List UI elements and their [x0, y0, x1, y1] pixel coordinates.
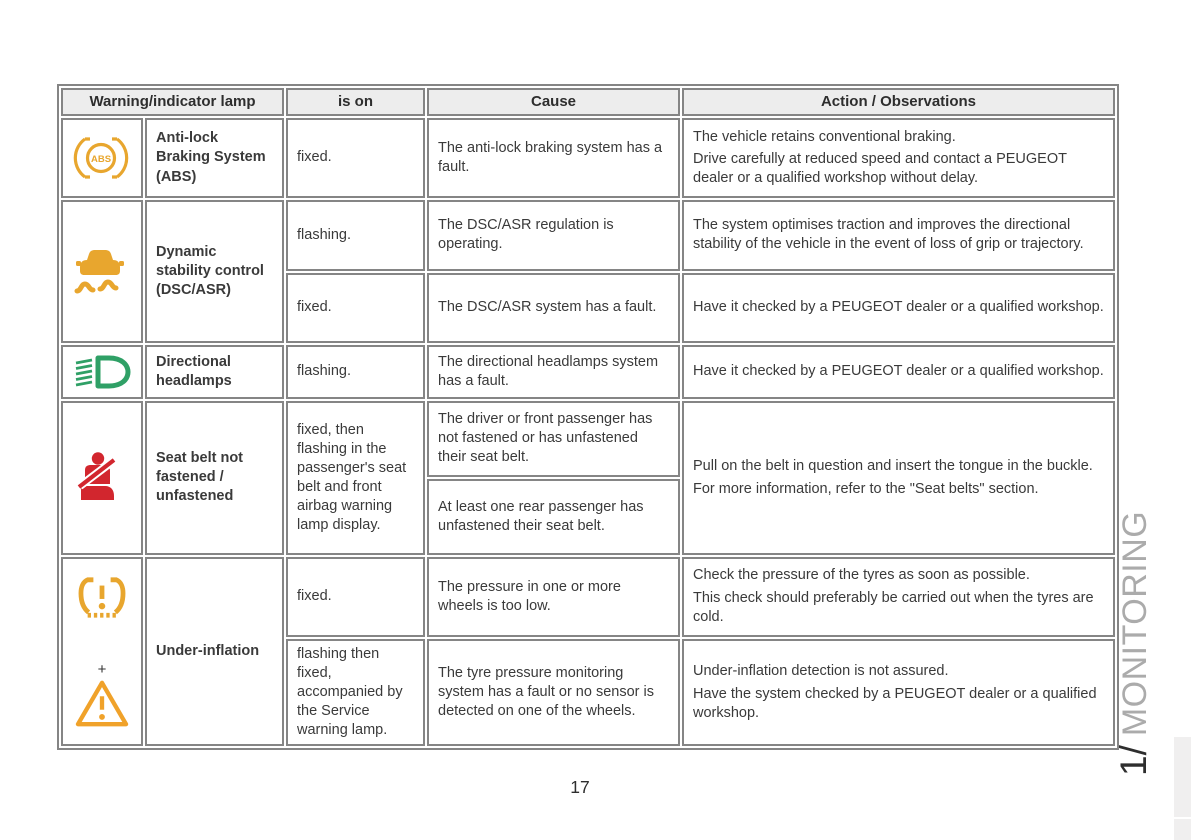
- action-paragraph: For more information, refer to the "Seat belts" section.: [693, 480, 1039, 497]
- lamp-name: Anti-lock Braking System (ABS): [145, 118, 284, 198]
- table-header-row: [61, 88, 1115, 116]
- page-number: 17: [570, 777, 590, 797]
- action-paragraph: Check the pressure of the tyres as soon as possible.: [693, 567, 1030, 584]
- cause-cell: The pressure in one or more wheels is too low.: [427, 557, 680, 637]
- action-cell: [682, 639, 1115, 747]
- action-paragraph: The vehicle retains conventional braking.: [693, 128, 956, 145]
- action-paragraph: The system optimises traction and improves the directional stability of the vehicle in the event of loss of grip or trajectory.: [693, 217, 1084, 253]
- underinflation-lamp-cell: [61, 557, 143, 747]
- headlamps-lamp-cell: [61, 345, 143, 399]
- action-paragraph: Have it checked by a PEUGEOT dealer or a qualified workshop.: [693, 299, 1104, 316]
- cause-cell: The DSC/ASR system has a fault.: [427, 273, 680, 343]
- action-paragraph: Have it checked by a PEUGEOT dealer or a qualified workshop.: [693, 363, 1104, 380]
- abs-warning-lamp-icon: [72, 135, 130, 181]
- plus-sign: +: [97, 660, 107, 678]
- column-header-is-on: is on: [286, 88, 425, 116]
- action-cell: [682, 200, 1115, 271]
- cause-cell: The driver or front passenger has not fastened or has unfastened their seat belt.: [427, 401, 680, 477]
- seatbelt-lamp-cell: [61, 401, 143, 555]
- table-row-headlamps: [61, 345, 1115, 399]
- column-header-cause: Cause: [427, 88, 680, 116]
- action-cell: [682, 401, 1115, 555]
- column-header-lamp: Warning/indicator lamp: [61, 88, 284, 116]
- abs-lamp-text: ABS: [90, 153, 112, 165]
- is-on-cell: fixed.: [286, 273, 425, 343]
- section-title: MONITORING: [1116, 510, 1154, 737]
- warning-lamps-table: [57, 84, 1119, 750]
- action-cell: [682, 118, 1115, 198]
- action-cell: [682, 273, 1115, 343]
- action-paragraph: Drive carefully at reduced speed and contact a PEUGEOT dealer or a qualified workshop without delay.: [693, 151, 1067, 187]
- lamp-name: Dynamic stability control (DSC/ASR): [145, 200, 284, 343]
- abs-lamp-cell: [61, 118, 143, 198]
- cause-cell: The directional headlamps system has a fault.: [427, 345, 680, 399]
- page-edge-strip: [1174, 737, 1191, 817]
- is-on-cell: fixed.: [286, 557, 425, 637]
- lamp-name: Directional headlamps: [145, 345, 284, 399]
- column-header-action: Action / Observations: [682, 88, 1115, 116]
- table-row-seatbelt-front: [61, 401, 1115, 477]
- lamp-name: Under-inflation: [145, 557, 284, 747]
- page-edge-strip: [1174, 819, 1191, 840]
- is-on-cell: fixed, then flashing in the passenger's seat belt and front airbag warning lamp display.: [286, 401, 425, 555]
- under-inflation-warning-lamp-icon: [77, 576, 127, 620]
- lamp-name: Seat belt not fastened / unfastened: [145, 401, 284, 555]
- action-paragraph: Pull on the belt in question and insert the tongue in the buckle.: [693, 458, 1093, 474]
- action-cell: [682, 345, 1115, 399]
- directional-headlamps-icon: [72, 352, 132, 392]
- cause-cell: The tyre pressure monitoring system has a fault or no sensor is detected on one of the wheels.: [427, 639, 680, 747]
- is-on-cell: flashing.: [286, 345, 425, 399]
- is-on-cell: flashing then fixed, accompanied by the Service warning lamp.: [286, 639, 425, 747]
- is-on-cell: flashing.: [286, 200, 425, 271]
- seat-belt-warning-lamp-icon: [72, 450, 118, 506]
- cause-cell: The DSC/ASR regulation is operating.: [427, 200, 680, 271]
- dsc-asr-warning-lamp-icon: [72, 245, 126, 297]
- table-row-abs: [61, 118, 1115, 198]
- general-warning-triangle-icon: [74, 678, 130, 728]
- is-on-cell: fixed.: [286, 118, 425, 198]
- action-paragraph: Under-inflation detection is not assured.: [693, 663, 949, 680]
- cause-cell: The anti-lock braking system has a fault.: [427, 118, 680, 198]
- dsc-lamp-cell: [61, 200, 143, 343]
- action-paragraph: This check should preferably be carried out when the tyres are cold.: [693, 590, 1094, 626]
- action-paragraph: Have the system checked by a PEUGEOT dealer or a qualified workshop.: [693, 685, 1097, 721]
- table-row-underinflation-fixed: [61, 557, 1115, 637]
- section-number: 1/: [1113, 745, 1154, 776]
- section-tab: [1113, 476, 1159, 776]
- action-cell: [682, 557, 1115, 637]
- cause-cell: At least one rear passenger has unfastened their seat belt.: [427, 479, 680, 555]
- table-row-dsc-flashing: [61, 200, 1115, 271]
- underinflation-icon-stack: [72, 574, 132, 730]
